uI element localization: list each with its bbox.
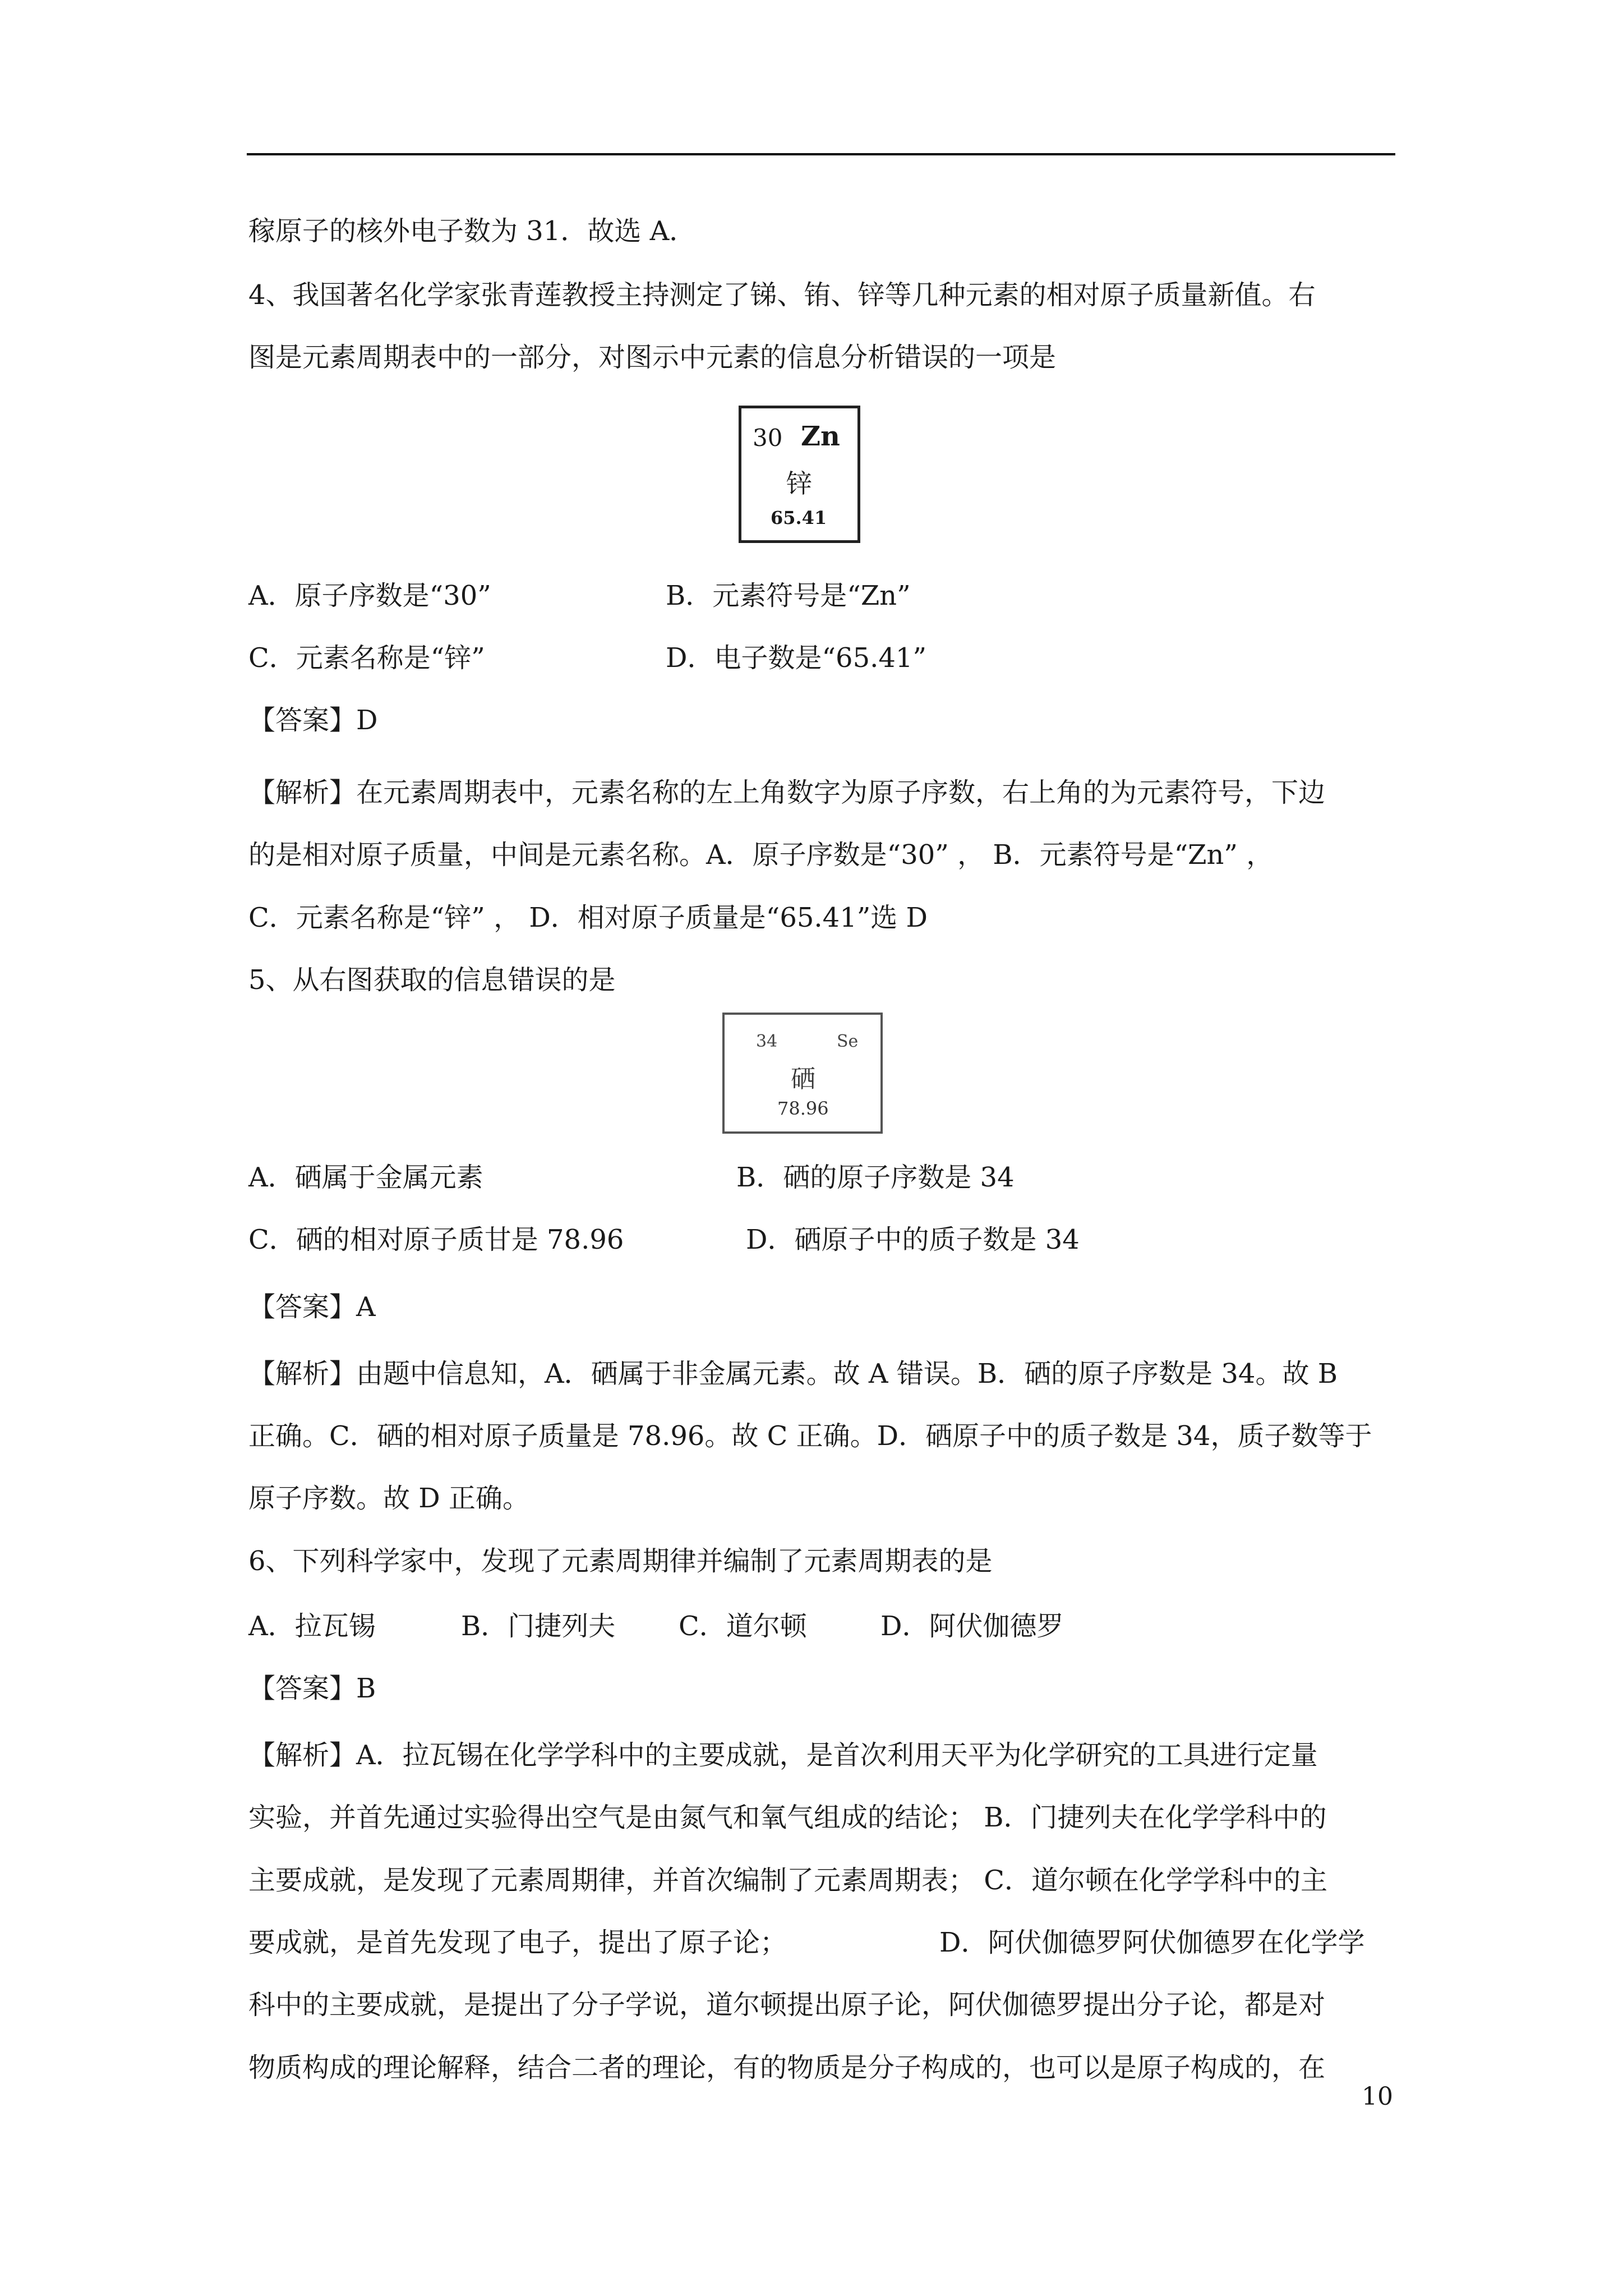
q5-explanation-line2: 正确。C．硒的相对原子质量是 78.96。故 C 正确。D．硒原子中的质子数是 34，质子数等于 — [248, 1420, 1372, 1452]
question-6-stem: 6、下列科学家中，发现了元素周期律并编制了元素周期表的是 — [248, 1545, 993, 1577]
q5-explanation-line1: 【解析】由题中信息知，A．硒属于非金属元素。故 A 错误。B．硒的原子序数是 34。故 B — [248, 1358, 1338, 1389]
q4-explanation-line2: 的是相对原子质量，中间是元素名称。A．原子序数是“30” ， B．元素符号是“Zn” ， — [248, 839, 1274, 871]
selenium-atomic-mass: 78.96 — [777, 1098, 829, 1119]
selenium-symbol: Se — [837, 1032, 859, 1051]
selenium-name: 硒 — [791, 1065, 815, 1093]
q6-explanation-line4-continued: D．阿伏伽德罗阿伏伽德罗在化学学 — [939, 1927, 1365, 1958]
q6-option-b: B．门捷列夫 — [461, 1611, 616, 1642]
q6-option-c: C．道尔顿 — [679, 1611, 807, 1642]
q5-option-b: B．硒的原子序数是 34 — [736, 1162, 1015, 1193]
q4-option-a: A．原子序数是“30” — [248, 580, 491, 611]
q6-answer: 【答案】B — [248, 1673, 376, 1704]
question-4-stem-line2: 图是元素周期表中的一部分，对图示中元素的信息分析错误的一项是 — [248, 342, 1057, 373]
q6-option-a: A．拉瓦锡 — [248, 1611, 376, 1642]
q4-explanation-line1: 【解析】在元素周期表中，元素名称的左上角数字为原子序数，右上角的为元素符号，下边 — [248, 777, 1326, 808]
q4-option-d: D．电子数是“65.41” — [666, 642, 926, 674]
q6-explanation-line6: 物质构成的理论解释，结合二者的理论，有的物质是分子构成的，也可以是原子构成的，在 — [248, 2052, 1326, 2083]
q6-option-d: D．阿伏伽德罗 — [880, 1611, 1064, 1642]
q5-option-d: D．硒原子中的质子数是 34 — [746, 1224, 1080, 1255]
q4-answer: 【答案】D — [248, 705, 378, 736]
q4-option-b: B．元素符号是“Zn” — [666, 580, 911, 611]
q6-explanation-line4: 要成就，是首先发现了电子，提出了原子论； — [248, 1927, 787, 1958]
zinc-element-card — [739, 406, 860, 543]
q6-explanation-line1: 【解析】A．拉瓦锡在化学学科中的主要成就，是首次利用天平为化学研究的工具进行定量 — [248, 1740, 1318, 1771]
zinc-atomic-mass: 65.41 — [771, 507, 827, 528]
q6-explanation-line5: 科中的主要成就，是提出了分子学说，道尔顿提出原子论，阿伏伽德罗提出分子论，都是对 — [248, 1989, 1326, 2021]
zinc-atomic-number: 30 — [753, 424, 783, 452]
q5-explanation-line3: 原子序数。故 D 正确。 — [248, 1483, 530, 1514]
q5-answer: 【答案】A — [248, 1291, 376, 1323]
page-number: 10 — [1362, 2082, 1393, 2111]
header-rule — [247, 153, 1395, 155]
selenium-atomic-number: 34 — [756, 1032, 778, 1051]
q6-explanation-line2: 实验，并首先通过实验得出空气是由氮气和氧气组成的结论； B．门捷列夫在化学学科中的 — [248, 1802, 1327, 1833]
selenium-element-card — [722, 1013, 883, 1134]
q5-option-a: A．硒属于金属元素 — [248, 1162, 483, 1193]
text-line: 稼原子的核外电子数为 31．故选 A． — [248, 215, 697, 247]
question-4-stem-line1: 4、我国著名化学家张青莲教授主持测定了锑、铕、锌等几种元素的相对原子质量新值。右 — [248, 279, 1316, 311]
q6-explanation-line3: 主要成就，是发现了元素周期律，并首次编制了元素周期表； C．道尔顿在化学学科中的主 — [248, 1865, 1327, 1896]
q4-explanation-line3: C．元素名称是“锌” ， D．相对原子质量是“65.41”选 D — [248, 902, 928, 933]
zinc-symbol: Zn — [801, 421, 840, 452]
zinc-name: 锌 — [786, 468, 812, 499]
q4-option-c: C．元素名称是“锌” — [248, 642, 485, 674]
q5-option-c: C．硒的相对原子质甘是 78.96 — [248, 1224, 624, 1255]
question-5-stem: 5、从右图获取的信息错误的是 — [248, 964, 616, 996]
